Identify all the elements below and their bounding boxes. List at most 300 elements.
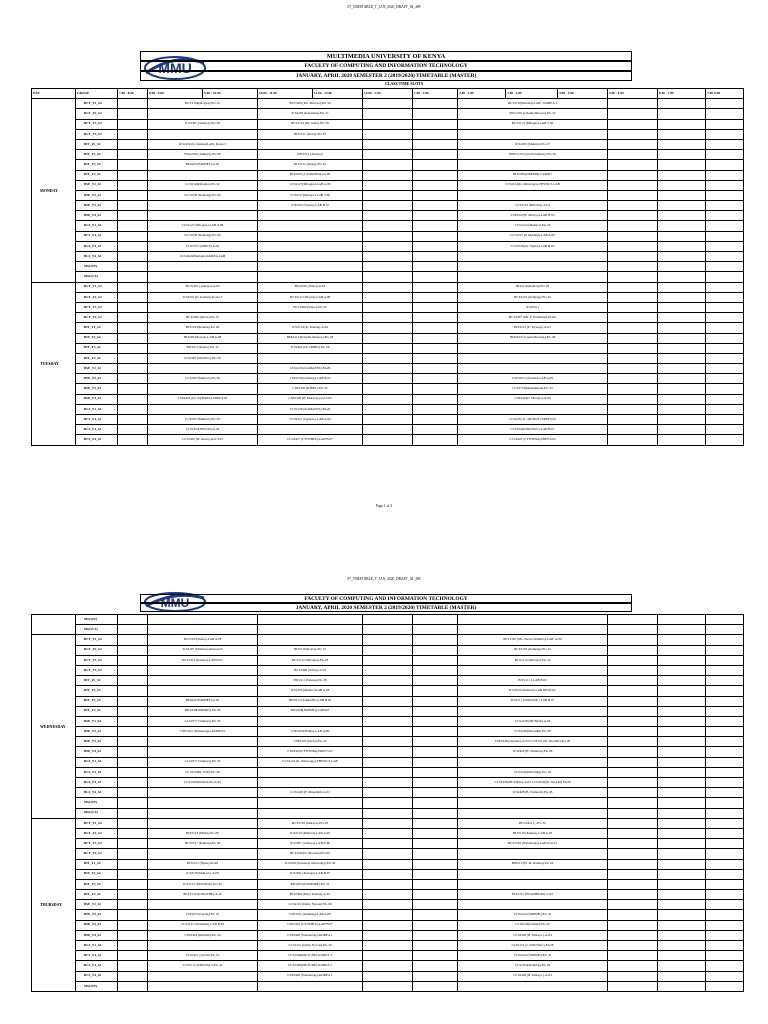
column-header: 10:00 - 11:00 <box>258 89 313 99</box>
group-label: BCS_Y3_S2 <box>76 425 118 435</box>
group-label: BIT_Y2_S2 <box>76 150 118 160</box>
empty-slot <box>363 859 413 869</box>
empty-slot <box>413 292 458 302</box>
class-cell: CCS2127 (Mbogua)-LAB A.08 <box>148 221 258 231</box>
group-label: BCT_Y4_S2 <box>76 129 118 139</box>
empty-slot <box>706 839 744 849</box>
class-cell: CSE2328 (Oyando)-A.03 CCS2722 (Dr. NGARI)-EG 28 <box>458 737 608 747</box>
empty-slot <box>658 343 706 353</box>
empty-slot <box>363 394 413 404</box>
empty-slot <box>608 788 658 798</box>
table-row <box>32 747 744 757</box>
empty-slot <box>706 686 744 696</box>
table-row <box>32 221 744 231</box>
class-cell: ICS2203 (K.Kamau)-EG 27 <box>258 109 363 119</box>
empty-slot <box>413 150 458 160</box>
class-cell: ICS2201 (K. Kamau)-Korea 3 <box>148 292 258 302</box>
empty-slot <box>608 313 658 323</box>
empty-slot <box>413 930 458 940</box>
empty-slot <box>706 302 744 312</box>
empty-slot <box>658 686 706 696</box>
class-cell <box>258 231 363 241</box>
empty-slot <box>363 879 413 889</box>
timetable-page1 <box>31 88 744 446</box>
empty-slot <box>706 129 744 139</box>
empty-slot <box>658 767 706 777</box>
svg-text:MMU: MMU <box>158 60 192 76</box>
empty-slot <box>413 211 458 221</box>
class-cell <box>458 353 608 363</box>
table-row <box>32 374 744 384</box>
table-row <box>32 201 744 211</box>
class-cell: BIT2328(NDEMO)-LAB307 <box>258 706 363 716</box>
class-cell <box>148 272 258 282</box>
empty-slot <box>363 757 413 767</box>
empty-slot <box>706 890 744 900</box>
empty-slot <box>608 425 658 435</box>
group-label: BSE_Y2_S2 <box>76 374 118 384</box>
empty-slot <box>118 930 148 940</box>
empty-slot <box>118 828 148 838</box>
empty-slot <box>608 716 658 726</box>
table-row <box>32 910 744 920</box>
empty-slot <box>413 655 458 665</box>
empty-slot <box>658 211 706 221</box>
empty-slot <box>118 99 148 109</box>
empty-slot <box>608 890 658 900</box>
class-cell: CSE2325 (Njeru)-EG 29 <box>258 737 363 747</box>
empty-slot <box>118 727 148 737</box>
empty-slot <box>363 129 413 139</box>
class-cell <box>148 615 258 625</box>
empty-slot <box>608 343 658 353</box>
empty-slot <box>706 696 744 706</box>
empty-slot <box>658 737 706 747</box>
empty-slot <box>413 818 458 828</box>
empty-slot <box>118 665 148 675</box>
group-label: BCS_Y3_S2 <box>76 961 118 971</box>
table-row <box>32 211 744 221</box>
empty-slot <box>363 404 413 414</box>
table-row <box>32 859 744 869</box>
empty-slot <box>658 665 706 675</box>
empty-slot <box>363 747 413 757</box>
class-cell: BIT2200(NDEMO)-LAB307 <box>458 170 608 180</box>
class-cell <box>148 808 258 818</box>
empty-slot <box>608 676 658 686</box>
class-cell <box>258 353 363 363</box>
class-cell <box>258 767 363 777</box>
table-row <box>32 262 744 272</box>
table-row <box>32 323 744 333</box>
class-cell <box>258 139 363 149</box>
empty-slot <box>118 818 148 828</box>
empty-slot <box>118 788 148 798</box>
table-row <box>32 282 744 292</box>
class-cell <box>258 798 363 808</box>
empty-slot <box>413 706 458 716</box>
empty-slot <box>658 757 706 767</box>
empty-slot <box>413 99 458 109</box>
empty-slot <box>706 941 744 951</box>
empty-slot <box>118 808 148 818</box>
empty-slot <box>706 394 744 404</box>
empty-slot <box>118 282 148 292</box>
group-label: BSE_Y1_S2 <box>76 900 118 910</box>
empty-slot <box>413 625 458 635</box>
empty-slot <box>118 961 148 971</box>
table-row <box>32 615 744 625</box>
empty-slot <box>363 808 413 818</box>
empty-slot <box>118 859 148 869</box>
empty-slot <box>658 180 706 190</box>
empty-slot <box>413 686 458 696</box>
table-row <box>32 676 744 686</box>
class-cell: BCT2105(Masaki)-LAB - KOREA 3 <box>458 99 608 109</box>
empty-slot <box>608 374 658 384</box>
table-row <box>32 129 744 139</box>
group-label: BIT_Y1_S2 <box>76 323 118 333</box>
empty-slot <box>706 665 744 675</box>
empty-slot <box>658 849 706 859</box>
class-cell: BCT2105 (Ms. Teresa Waithira)-LAB- A.09 <box>458 635 608 645</box>
class-cell <box>458 129 608 139</box>
empty-slot <box>118 941 148 951</box>
table-row <box>32 961 744 971</box>
empty-slot <box>608 323 658 333</box>
class-cell: CCS2722 (NEGOS)-A.04 <box>458 201 608 211</box>
class-cell: BCT2112 (Mbogua)-EG 28 <box>258 655 363 665</box>
class-cell: BCT2202(N. Mwanza) EG 02 <box>258 849 363 859</box>
class-cell: ICS2428 (B. Namunii)-EG 08 <box>458 788 608 798</box>
class-cell: SCC2238 (Ochieng)-EG 20 <box>148 190 258 200</box>
empty-slot <box>658 788 706 798</box>
empty-slot <box>608 190 658 200</box>
empty-slot <box>706 716 744 726</box>
class-cell <box>458 625 608 635</box>
empty-slot <box>118 292 148 302</box>
empty-slot <box>118 404 148 414</box>
class-cell <box>458 160 608 170</box>
column-header: 7:00-8:00 <box>706 89 744 99</box>
empty-slot <box>658 706 706 716</box>
svg-text:MMU: MMU <box>160 596 190 610</box>
file-header: 07_TIMETABLE_T_JAN_2020_DRAFT_04_409 <box>347 5 421 9</box>
empty-slot <box>363 99 413 109</box>
class-cell: BCT2101 (Adenya)-A.03 <box>148 282 258 292</box>
class-cell: BIT2110(Kamau)-EG 28 <box>458 282 608 292</box>
empty-slot <box>118 635 148 645</box>
table-row <box>32 170 744 180</box>
class-cell: CCS2723(Dr. Ngaira)-LAB B.03 <box>458 241 608 251</box>
empty-slot <box>118 364 148 374</box>
class-cell <box>458 190 608 200</box>
class-cell: BMA2270(KIBET)-A.03 <box>148 160 258 170</box>
empty-slot <box>658 910 706 920</box>
empty-slot <box>363 849 413 859</box>
class-cell: BMA2114(Chadiz Muraya)-EG 28 <box>258 333 363 343</box>
class-cell: BCT2103 (Muraya)-EG 28 <box>258 818 363 828</box>
empty-slot <box>706 900 744 910</box>
empty-slot <box>413 180 458 190</box>
empty-slot <box>658 655 706 665</box>
class-cell <box>458 404 608 414</box>
semester-title: JANUARY, APRIL 2020 SEMESTER 2 (2019/2020) TIMETABLE (MASTER) <box>140 71 632 81</box>
empty-slot <box>608 221 658 231</box>
class-cell: CSE2426 (Wanderage)-KOREA 1 <box>258 930 363 940</box>
class-cell <box>148 364 258 374</box>
empty-slot <box>413 282 458 292</box>
table-row <box>32 737 744 747</box>
table-row <box>32 252 744 262</box>
class-cell <box>148 262 258 272</box>
group-label: BSE_Y4_S2 <box>76 930 118 940</box>
group-label: BIT_Y2_S2 <box>76 869 118 879</box>
day-label: MONDAY <box>32 99 76 282</box>
class-cell: CCS2317 (Sakkiya) EG 02 <box>148 757 258 767</box>
class-cell: CCS2126 (KAMANYI)-EG29 <box>258 364 363 374</box>
empty-slot <box>658 615 706 625</box>
class-cell: BCT2409 (Kiura)-EG 32 <box>258 302 363 312</box>
class-cell: CSE2426 (Wanderage)-KOREA 1 <box>258 971 363 981</box>
empty-slot <box>118 747 148 757</box>
class-cell: ICS2403 (Dr. ODHO)-EG 26 <box>258 343 363 353</box>
empty-slot <box>608 900 658 910</box>
empty-slot <box>658 839 706 849</box>
class-cell <box>258 425 363 435</box>
group-label: BCT_Y3_S2 <box>76 119 118 129</box>
empty-slot <box>363 706 413 716</box>
empty-slot <box>118 262 148 272</box>
empty-slot <box>363 272 413 282</box>
class-cell: CCS2124 (Muhavi)-EG 29 <box>458 221 608 231</box>
class-cell <box>458 272 608 282</box>
table-row <box>32 272 744 282</box>
empty-slot <box>658 353 706 363</box>
empty-slot <box>118 211 148 221</box>
empty-slot <box>413 252 458 262</box>
empty-slot <box>706 201 744 211</box>
empty-slot <box>706 981 744 991</box>
class-cell: CCS2323(NEGOS)-A.04 <box>148 425 258 435</box>
class-cell <box>148 941 258 951</box>
empty-slot <box>363 676 413 686</box>
empty-slot <box>658 109 706 119</box>
class-cell: CSE2222 (Wanderage)-KOREA3 <box>148 727 258 737</box>
class-cell <box>458 665 608 675</box>
empty-slot <box>608 961 658 971</box>
empty-slot <box>118 615 148 625</box>
semester-title-page2: JANUARY, APRIL 2020 SEMESTER 2 (2019/2020) TIMETABLE (MASTER) <box>140 603 632 612</box>
empty-slot <box>658 404 706 414</box>
class-cell: BCT2409 (Kiura)-EG 32 <box>148 313 258 323</box>
empty-slot <box>658 139 706 149</box>
class-cell <box>148 201 258 211</box>
table-row <box>32 839 744 849</box>
class-cell <box>148 109 258 119</box>
table-row <box>32 435 744 445</box>
empty-slot <box>608 706 658 716</box>
empty-slot <box>413 941 458 951</box>
empty-slot <box>608 353 658 363</box>
empty-slot <box>706 435 744 445</box>
table-row <box>32 767 744 777</box>
class-cell: BIT2215 (KARANI)-LAB B.03 <box>258 696 363 706</box>
class-cell <box>458 757 608 767</box>
empty-slot <box>413 665 458 675</box>
empty-slot <box>118 333 148 343</box>
class-cell <box>258 635 363 645</box>
empty-slot <box>608 292 658 302</box>
empty-slot <box>363 615 413 625</box>
empty-slot <box>706 190 744 200</box>
class-cell: CCS2121 (J. NDUNGU)-EG28 <box>458 941 608 951</box>
empty-slot <box>363 778 413 788</box>
class-cell: CCS2124(Mogire)-EG 32 <box>148 180 258 190</box>
empty-slot <box>706 323 744 333</box>
column-header: 3:00 - 4:00 <box>506 89 558 99</box>
class-cell: BIT2111 (Muasa)-EG 28 <box>258 676 363 686</box>
class-cell <box>148 737 258 747</box>
empty-slot <box>608 170 658 180</box>
empty-slot <box>706 757 744 767</box>
class-cell: CSE2429 (B. Muraya)-prof.3.03 <box>258 394 363 404</box>
class-cell <box>258 981 363 991</box>
empty-slot <box>363 211 413 221</box>
class-cell: BCT2407 (Ms. F. Kaimenyi)-EG29 <box>458 313 608 323</box>
class-cell: CSE2424 (Dr. NTHARA)-PREF.4.03 <box>148 394 258 404</box>
empty-slot <box>118 971 148 981</box>
table-row <box>32 686 744 696</box>
class-cell: CSE2424 (Kimathi)-EG 29 <box>148 930 258 940</box>
class-cell <box>148 211 258 221</box>
empty-slot <box>363 839 413 849</box>
empty-slot <box>363 190 413 200</box>
table-row <box>32 757 744 767</box>
empty-slot <box>706 425 744 435</box>
empty-slot <box>706 615 744 625</box>
empty-slot <box>118 353 148 363</box>
column-header: GROUP <box>76 89 118 99</box>
class-cell: CCS2227 (P. Muriuki)-LAB A.09 <box>458 231 608 241</box>
group-label: BIT_Y1_S2 <box>76 139 118 149</box>
day-label: WEDNESDAY <box>32 635 76 818</box>
empty-slot <box>363 716 413 726</box>
empty-slot <box>658 425 706 435</box>
empty-slot <box>413 635 458 645</box>
empty-slot <box>118 737 148 747</box>
class-cell <box>458 808 608 818</box>
empty-slot <box>363 665 413 675</box>
empty-slot <box>658 292 706 302</box>
empty-slot <box>363 625 413 635</box>
table-row <box>32 890 744 900</box>
class-cell <box>148 676 258 686</box>
empty-slot <box>658 190 706 200</box>
empty-slot <box>608 767 658 777</box>
empty-slot <box>658 727 706 737</box>
table-row <box>32 635 744 645</box>
class-cell: CCS2711 (NDUNGU)-EG 32 <box>148 961 258 971</box>
class-cell: BIT2204(Kayaa)-LAB A.08 <box>148 333 258 343</box>
table-row <box>32 384 744 394</box>
empty-slot <box>413 696 458 706</box>
class-cell: CCS2027(Muhavi)-EG 09 <box>148 374 258 384</box>
class-cell <box>458 615 608 625</box>
empty-slot <box>658 818 706 828</box>
class-cell: CSE2225 (Oyando)-LAB A.09 <box>458 374 608 384</box>
empty-slot <box>608 435 658 445</box>
table-row <box>32 231 744 241</box>
empty-slot <box>608 828 658 838</box>
empty-slot <box>413 890 458 900</box>
group-label: BCT_Y3_S2 <box>76 839 118 849</box>
empty-slot <box>413 333 458 343</box>
empty-slot <box>658 808 706 818</box>
group-label: BSE_Y3_S2 <box>76 920 118 930</box>
class-cell <box>258 615 363 625</box>
empty-slot <box>608 859 658 869</box>
empty-slot <box>658 828 706 838</box>
group-label: BCS_Y3_S2 <box>76 778 118 788</box>
empty-slot <box>658 364 706 374</box>
class-cell: CSE2425(CYNTHIA)-PREF.3.03 <box>258 747 363 757</box>
class-cell: CCS2128 (MUNGE)-A.04 <box>458 716 608 726</box>
group-label: BSE_Y4_S2 <box>76 394 118 404</box>
table-row <box>32 99 744 109</box>
group-label: BCT_Y2_S2 <box>76 292 118 302</box>
empty-slot <box>608 119 658 129</box>
empty-slot <box>608 302 658 312</box>
table-row <box>32 788 744 798</box>
class-cell <box>258 716 363 726</box>
class-cell: CCS2328(MUTUNE)-KOREA 2 <box>258 961 363 971</box>
table-row <box>32 292 744 302</box>
timetable-page2 <box>31 614 744 992</box>
empty-slot <box>608 211 658 221</box>
empty-slot <box>413 676 458 686</box>
table-row <box>32 900 744 910</box>
group-label: BCT_Y4_S2 <box>76 313 118 323</box>
empty-slot <box>363 727 413 737</box>
group-label: BCS_Y1_S2 <box>76 757 118 767</box>
empty-slot <box>608 747 658 757</box>
empty-slot <box>706 415 744 425</box>
empty-slot <box>413 374 458 384</box>
empty-slot <box>363 170 413 180</box>
class-cell: ENG2100 (Sakkiya) EG 08 <box>148 150 258 160</box>
empty-slot <box>413 364 458 374</box>
class-cell <box>458 252 608 262</box>
empty-slot <box>363 971 413 981</box>
class-cell: ICS2219 (Kubirus)-LAB DIGITAL <box>458 686 608 696</box>
empty-slot <box>658 961 706 971</box>
empty-slot <box>118 150 148 160</box>
class-cell: ICS2114 (K. Kamau)-A.04 <box>258 323 363 333</box>
class-cell: CSE2221 (Ochieng)-LAB A.08 <box>258 910 363 920</box>
table-row <box>32 404 744 414</box>
group-label: MSC(CS) <box>76 625 118 635</box>
empty-slot <box>706 961 744 971</box>
empty-slot <box>413 353 458 363</box>
empty-slot <box>118 139 148 149</box>
empty-slot <box>658 747 706 757</box>
empty-slot <box>413 435 458 445</box>
group-label: BIT_Y3_S2 <box>76 160 118 170</box>
empty-slot <box>608 231 658 241</box>
empty-slot <box>363 890 413 900</box>
empty-slot <box>608 160 658 170</box>
